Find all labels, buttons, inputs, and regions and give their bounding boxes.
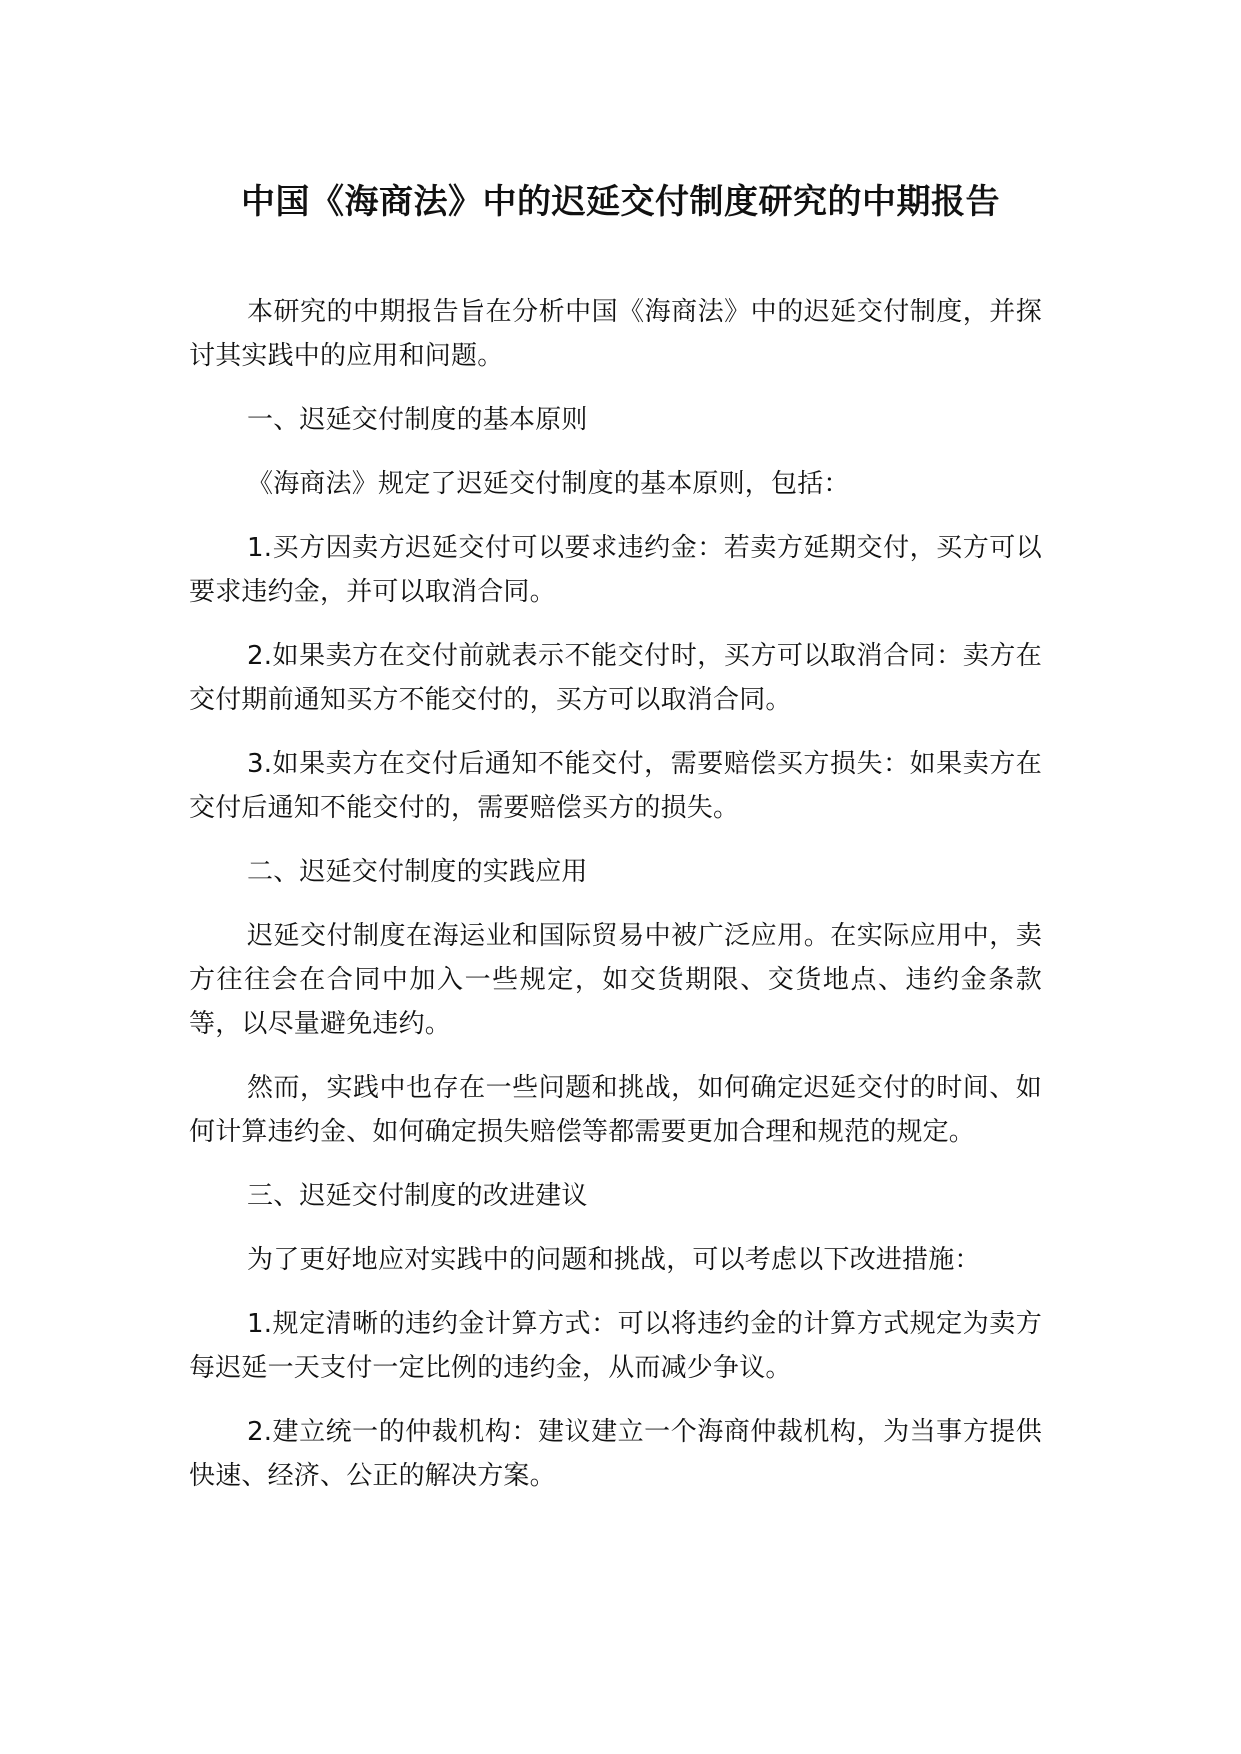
list-item-paragraph: 1.规定清晰的违约金计算方式：可以将违约金的计算方式规定为卖方每迟延一天支付一定比例的违约金，从而减少争议。 [189,1309,1042,1383]
paragraph: 为了更好地应对实践中的问题和挑战，可以考虑以下改进措施： [247,1245,981,1275]
section-heading-3: 三、迟延交付制度的改进建议 [247,1181,588,1211]
paragraph: 《海商法》规定了迟延交付制度的基本原则，包括： [247,469,850,499]
section-heading-2: 二、迟延交付制度的实践应用 [247,857,588,887]
list-item-paragraph: 2.建立统一的仲裁机构：建议建立一个海商仲裁机构，为当事方提供快速、经济、公正的解决方案。 [189,1417,1042,1491]
paragraph: 然而，实践中也存在一些问题和挑战，如何确定迟延交付的时间、如何计算违约金、如何确定损失赔偿等都需要更加合理和规范的规定。 [189,1073,1042,1147]
intro-paragraph: 本研究的中期报告旨在分析中国《海商法》中的迟延交付制度，并探讨其实践中的应用和问题。 [189,297,1042,371]
section-heading-1: 一、迟延交付制度的基本原则 [247,405,588,435]
paragraph: 迟延交付制度在海运业和国际贸易中被广泛应用。在实际应用中，卖方往往会在合同中加入一些规定，如交货期限、交货地点、违约金条款等，以尽量避免违约。 [189,921,1042,1039]
document-body [189,290,1042,1518]
list-item-paragraph: 1.买方因卖方迟延交付可以要求违约金：若卖方延期交付，买方可以要求违约金，并可以取消合同。 [189,533,1042,607]
list-item-paragraph: 2.如果卖方在交付前就表示不能交付时，买方可以取消合同：卖方在交付期前通知买方不能交付的，买方可以取消合同。 [189,641,1042,715]
list-item-paragraph: 3.如果卖方在交付后通知不能交付，需要赔偿买方损失：如果卖方在交付后通知不能交付的，需要赔偿买方的损失。 [189,749,1042,823]
document-title: 中国《海商法》中的迟延交付制度研究的中期报告 [241,182,1000,222]
